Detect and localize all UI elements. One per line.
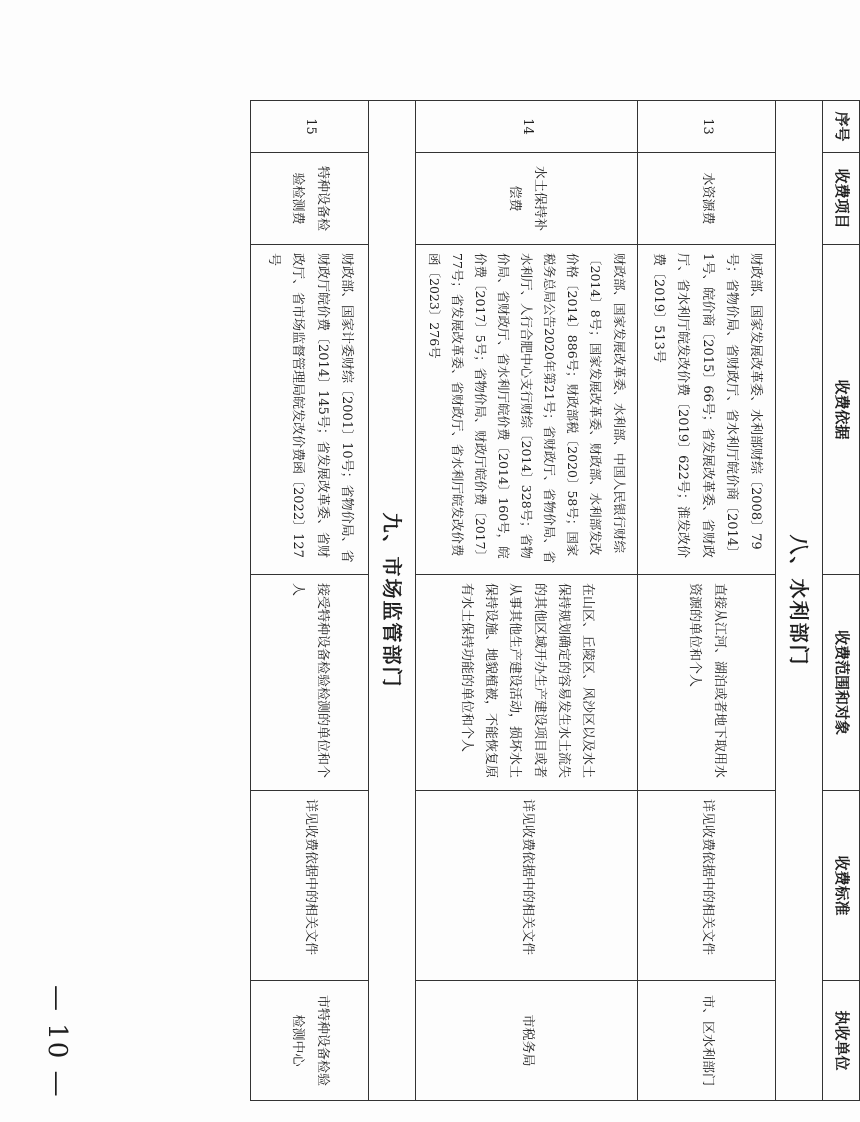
cell-no: 15 (251, 101, 369, 153)
cell-basis: 财政部、国家发展改革委、水利部财综〔2008〕79号；省物价局、省财政厅、省水利厅皖价商〔2014〕1号、皖价商〔2015〕66号；省发展改革委、省财政厅、省水利厅皖发改价费〔2019〕622号；淮发改价费〔2019〕513号 (638, 245, 776, 575)
table-row (251, 101, 369, 1101)
cell-scope: 直接从江河、湖泊或者地下取用水资源的单位和个人 (638, 575, 776, 791)
table-row (416, 101, 638, 1101)
cell-item: 水土保持补偿费 (416, 153, 638, 245)
cell-basis: 财政部、国家发展改革委、水利部、中国人民银行财综〔2014〕8号；国家发展改革委、财政部、水利部发改价格〔2014〕886号；财政部税〔2020〕58号；国家税务总局公告2020年第21号；省财政厅、省物价局、省水利厅、人行合肥中心支行财综〔2014〕328号；省物价局、省财政厅、省水利厅皖价费〔2014〕160号，皖价费〔2017〕5号；省物价局、财政厅皖价费〔2017〕77号；省发展改革委、省财政厅、省水利厅皖发改价费函〔2023〕276号 (416, 245, 638, 575)
cell-standard: 详见收费依据中的相关文件 (416, 791, 638, 981)
header-item: 收费项目 (823, 153, 860, 245)
section-title-market: 九、市场监管部门 (369, 101, 416, 1101)
cell-no: 14 (416, 101, 638, 153)
page-number: — 10 — (42, 985, 72, 1099)
cell-basis: 财政部、国家计委财综〔2001〕10号；省物价局、省财政厅皖价费〔2014〕145号；省发展改革委、省财政厅、省市场监督管理局皖发改价费函〔2022〕127号 (251, 245, 369, 575)
header-unit: 执收单位 (823, 981, 860, 1101)
section-row-market (369, 101, 416, 1101)
header-scope: 收费范围和对象 (823, 575, 860, 791)
cell-scope: 在山区、丘陵区、风沙区以及水土保持规划确定的容易发生水土流失的其他区域开办生产建设项目或者从事其他生产建设活动，损坏水土保持设施、地貌植被，不能恢复原有水土保持功能的单位和个人 (416, 575, 638, 791)
section-title-water: 八、水利部门 (776, 101, 823, 1101)
fee-table (250, 100, 860, 1101)
cell-unit: 市、区水利部门 (638, 981, 776, 1101)
header-standard: 收费标准 (823, 791, 860, 981)
table-row (638, 101, 776, 1101)
cell-unit: 市税务局 (416, 981, 638, 1101)
cell-unit: 市特种设备检验检测中心 (251, 981, 369, 1101)
cell-scope: 接受特种设备检验检测的单位和个人 (251, 575, 369, 791)
cell-no: 13 (638, 101, 776, 153)
cell-standard: 详见收费依据中的相关文件 (638, 791, 776, 981)
fee-table-rotated (160, 100, 860, 1100)
header-no: 序号 (823, 101, 860, 153)
cell-item: 特种设备检验检测费 (251, 153, 369, 245)
cell-standard: 详见收费依据中的相关文件 (251, 791, 369, 981)
cell-item: 水资源费 (638, 153, 776, 245)
section-row-water (776, 101, 823, 1101)
header-basis: 收费依据 (823, 245, 860, 575)
table-header-row (823, 101, 860, 1101)
